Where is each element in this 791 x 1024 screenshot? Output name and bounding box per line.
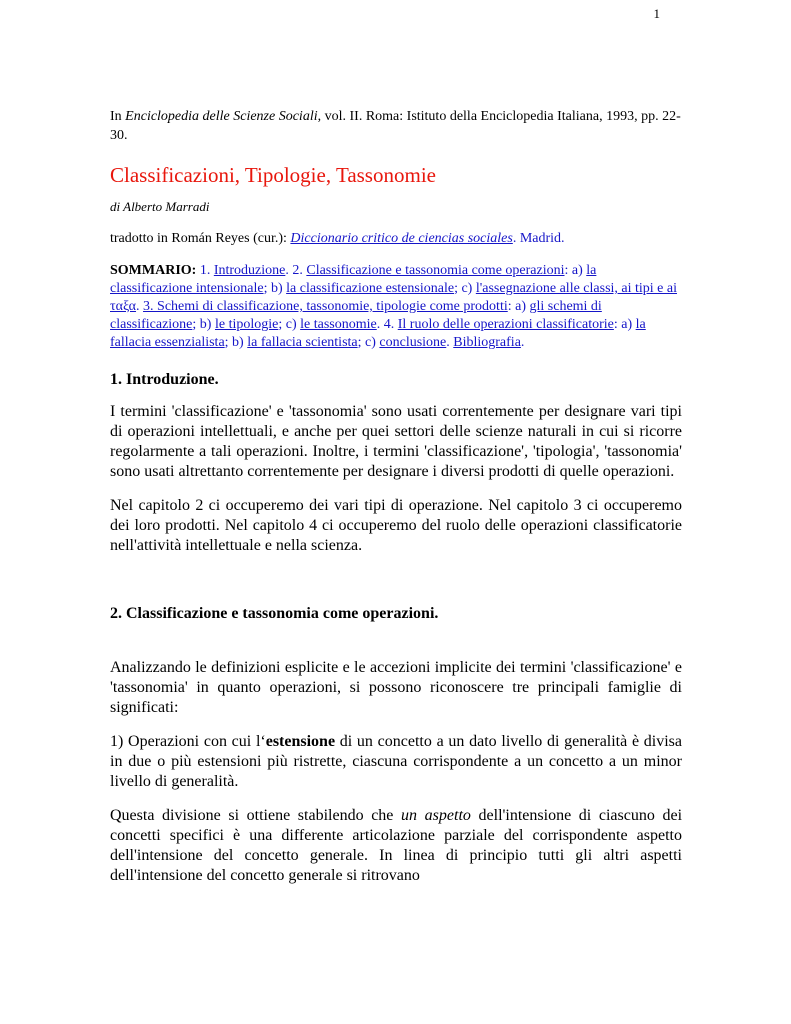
section-heading-operazioni: 2. Classificazione e tassonomia come operazioni. xyxy=(110,605,439,622)
citation xyxy=(110,107,682,145)
translation-prefix: tradotto in Román Reyes (cur.): xyxy=(110,231,291,246)
summary-text: 1. xyxy=(196,263,214,278)
link-bibliografia[interactable]: Bibliografia xyxy=(453,335,521,350)
link-introduzione[interactable]: Introduzione xyxy=(213,263,286,278)
summary xyxy=(110,262,682,352)
summary-text: ; b) xyxy=(224,335,248,350)
translation-suffix: . Madrid. xyxy=(512,231,565,246)
emphasis-un-aspetto: un aspetto xyxy=(401,807,471,824)
summary-text: ; c) xyxy=(278,317,301,332)
summary-text: ; c) xyxy=(454,281,476,296)
link-prodotti[interactable]: 3. Schemi di classificazione, tassonomie, tipologie come prodotti xyxy=(143,299,508,314)
paragraph xyxy=(110,732,682,792)
link-intensionale[interactable]: la classificazione intensionale xyxy=(110,263,597,296)
paragraph-text: dell'intensione di ciascuno dei concetti specifici è una differente articolazione parziale del corrispondente aspetto dell'intensione del concetto generale. In linea di principio tutti gli altri aspetti dell'intensione del concetto generale si ritrovano xyxy=(110,807,683,884)
summary-text: . xyxy=(520,335,525,350)
link-assegnazione[interactable]: l'assegnazione alle classi, ai tipi e ai ταξα xyxy=(110,281,677,314)
summary-text: . xyxy=(136,299,144,314)
paragraph: Nel capitolo 2 ci occuperemo dei vari tipi di operazione. Nel capitolo 3 ci occuperemo dei loro prodotti. Nel capitolo 4 ci occuperemo del ruolo delle operazioni classificatorie nell'attività intellettuale e nella scienza. xyxy=(110,497,682,554)
section-heading-introduzione: 1. Introduzione. xyxy=(110,371,219,388)
paragraph: I termini 'classificazione' e 'tassonomia' sono usati correntemente per designare vari tipi di operazioni intellettuali, e anche per quei settori delle scienze naturali in cui si ricorre regolarmente a tali operazioni. Inoltre, i termini 'classificazione', 'tipologia', 'tassonomia' sono usati altrettanto correntemente per designare i diversi prodotti di quelle operazioni. xyxy=(110,403,682,480)
summary-text: . xyxy=(446,335,454,350)
link-ruolo[interactable]: Il ruolo delle operazioni classificatorie xyxy=(397,317,614,332)
link-tipologie[interactable]: le tipologie xyxy=(214,317,279,332)
translation-note xyxy=(110,231,682,247)
page-title: Classificazioni, Tipologie, Tassonomie xyxy=(110,163,436,187)
summary-text: ; b) xyxy=(192,317,215,332)
document-body xyxy=(110,107,682,886)
summary-text: ; b) xyxy=(263,281,287,296)
paragraph-text: di un concetto a un dato livello di generalità è divisa in due o più estensioni più ristrette, ciascuna corrispondente a un concetto a un minor livello di generalità. xyxy=(110,733,682,790)
author: di Alberto Marradi xyxy=(110,199,210,214)
emphasis-estensione: estensione xyxy=(265,733,336,750)
link-schemi[interactable]: gli schemi di classificazione xyxy=(110,299,602,332)
citation-rest: , vol. II. Roma: Istituto della Enciclopedia Italiana, 1993, pp. 22-30. xyxy=(110,109,681,143)
paragraph xyxy=(110,806,682,886)
summary-text: ; c) xyxy=(357,335,380,350)
link-estensionale[interactable]: la classificazione estensionale xyxy=(286,281,455,296)
summary-text: : a) xyxy=(507,299,530,314)
paragraph-text: Questa divisione si ottiene stabilendo che xyxy=(110,807,402,824)
link-tassonomie[interactable]: le tassonomie xyxy=(300,317,377,332)
citation-prefix: In xyxy=(110,109,126,124)
summary-text: : a) xyxy=(564,263,587,278)
summary-text: : a) xyxy=(613,317,636,332)
summary-text: . 4. xyxy=(376,317,398,332)
paragraph: Analizzando le definizioni esplicite e le accezioni implicite dei termini 'classificazione' e 'tassonomia' in quanto operazioni, si possono riconoscere tre principali famiglie di significati: xyxy=(110,659,682,716)
summary-text: . 2. xyxy=(285,263,307,278)
translation-book-link[interactable]: Diccionario critico de ciencias sociales xyxy=(290,231,513,246)
link-conclusione[interactable]: conclusione xyxy=(379,335,447,350)
paragraph-text: 1) Operazioni con cui l‘ xyxy=(110,733,266,750)
page-number: 1 xyxy=(653,6,660,21)
citation-title: Enciclopedia delle Scienze Sociali xyxy=(125,109,318,124)
summary-label: SOMMARIO: xyxy=(110,263,197,278)
link-operazioni[interactable]: Classificazione e tassonomia come operazioni xyxy=(306,263,565,278)
link-essenzialista[interactable]: la fallacia essenzialista xyxy=(110,317,646,350)
link-scientista[interactable]: la fallacia scientista xyxy=(247,335,358,350)
